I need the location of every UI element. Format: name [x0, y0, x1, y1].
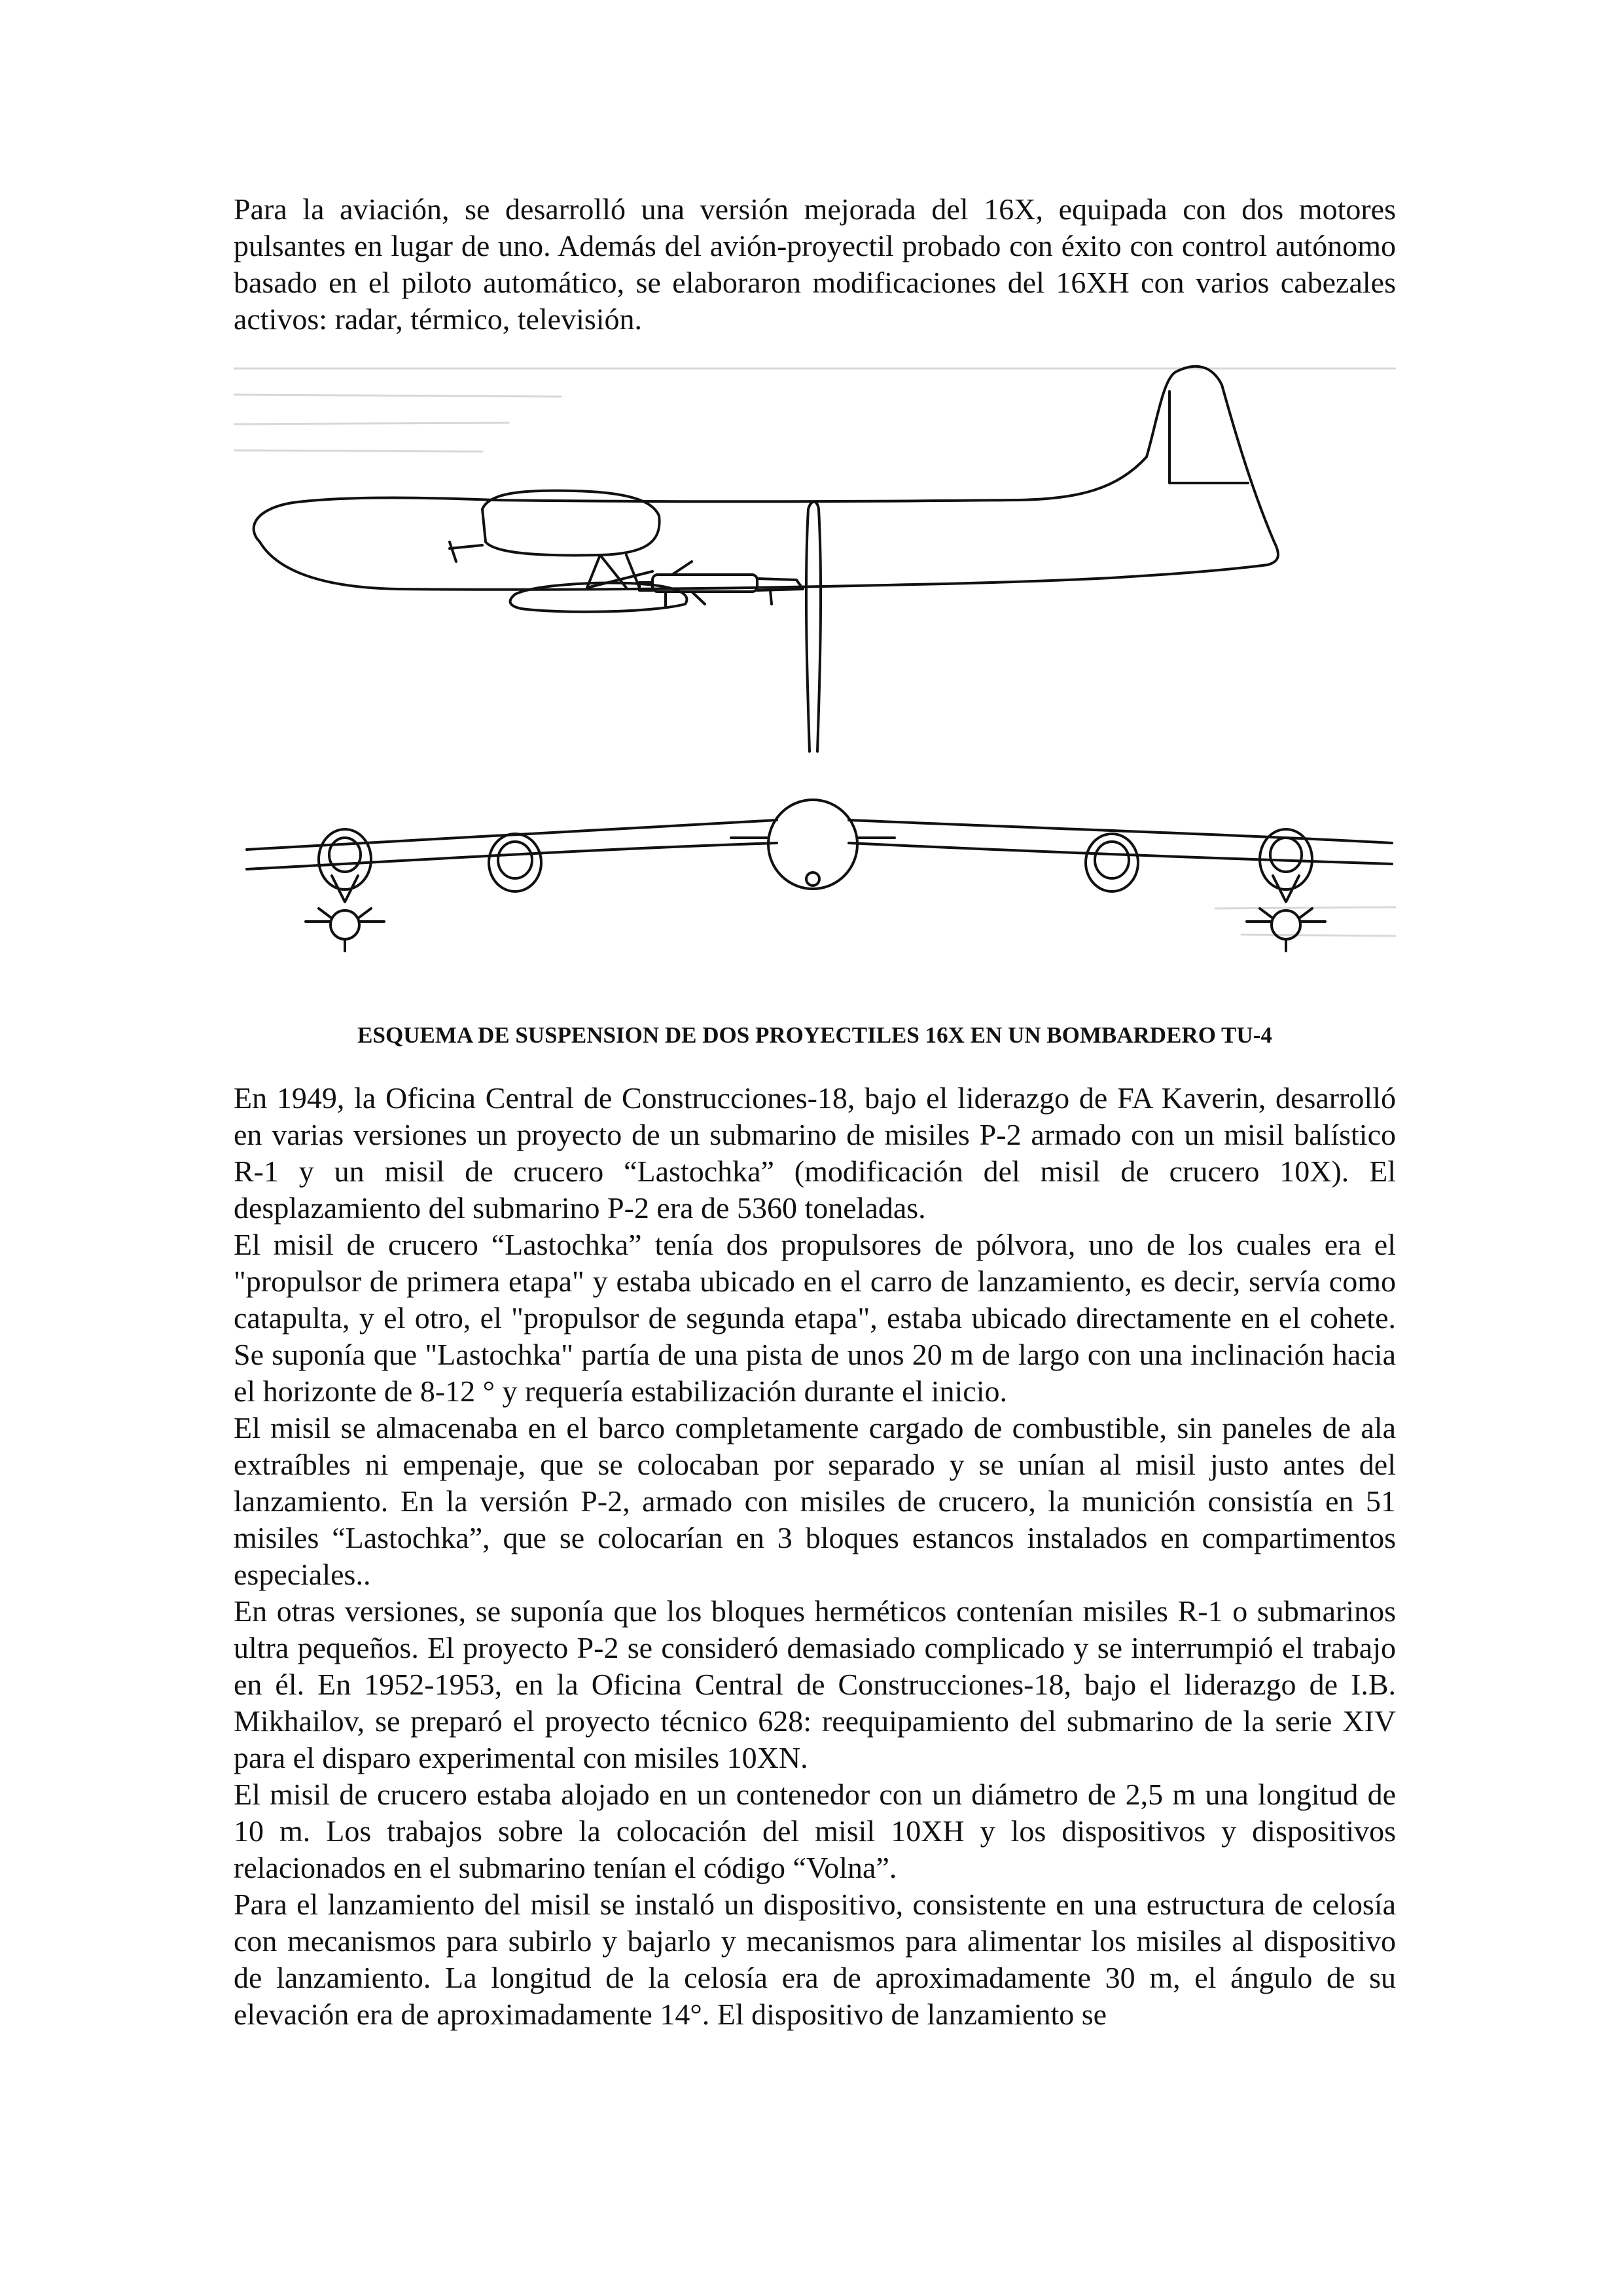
wing-section [510, 583, 687, 612]
scan-noise [234, 368, 1396, 936]
figure-caption: ESQUEMA DE SUSPENSION DE DOS PROYECTILES 16X EN UN BOMBARDERO TU-4 [357, 1022, 1272, 1048]
left-wing [247, 820, 777, 869]
fuselage-outline [254, 367, 1278, 590]
outer-engine-right-with-projectile [1247, 829, 1325, 951]
intro-paragraph: Para la aviación, se desarrolló una versión mejorada del 16X, equipada con dos motores pulsantes en lugar de uno. Además del avión-proyectil probado con éxito con control autónomo basado en el piloto automático, se elaboraron modificaciones del 16XH con varios cabezales activos: radar, térmico, televisión. [234, 192, 1396, 336]
paragraph: El misil se almacenaba en el barco completamente cargado de combustible, sin paneles de ala extraíbles ni empenaje, que se colocaban por separado y se unían al misil justo antes del lanzamiento. En la versión P-2, armado con misiles de crucero, la munición consistía en 51 misiles “Lastochka”, que se colocarían en 3 bloques estancos instalados en compartimentos especiales.. [234, 1411, 1396, 1591]
vertical-tail-fin [806, 502, 821, 751]
body-text [234, 1080, 1396, 2033]
outer-engine-left-with-projectile [306, 829, 384, 951]
paragraph: En otras versiones, se suponía que los bloques herméticos contenían misiles R-1 o submarinos ultra pequeños. El proyecto P-2 se consideró demasiado complicado y se interrumpió el trabajo en él. En 1952-1953, en la Oficina Central de Construcciones-18, bajo el liderazgo de I.B. Mikhailov, se preparó el proyecto técnico 628: reequipamiento del submarino de la serie XIV para el disparo experimental con misiles 10XN. [234, 1594, 1396, 1774]
bomber-side-view [254, 367, 1278, 612]
paragraph: Para el lanzamiento del misil se instaló un dispositivo, consistente en una estructura de celosía con mecanismos para subirlo y bajarlo y mecanismos para alimentar los misiles al dispositivo de lanzamiento. La longitud de la celosía era de aproximadamente 30 m, el ángulo de su elevación era de aproximadamente 14°. El dispositivo de lanzamiento se [234, 1888, 1396, 2031]
paragraph: El misil de crucero estaba alojado en un contenedor con un diámetro de 2,5 m una longitud de 10 m. Los trabajos sobre la colocación del misil 10XH y los dispositivos y dispositivos relacionados en el submarino tenían el código “Volna”. [234, 1778, 1396, 1884]
tu4-suspension-diagram [234, 346, 1396, 1000]
inner-engine-right [1086, 834, 1138, 891]
paragraph: El misil de crucero “Lastochka” tenía dos propulsores de pólvora, uno de los cuales era el "propulsor de primera etapa" y estaba ubicado en el carro de lanzamiento, es decir, servía como catapulta, y el otro, el "propulsor de segunda etapa", estaba ubicado directamente en el cohete. Se suponía que "Lastochka" partía de una pista de unos 20 m de largo con una inclinación hacia el horizonte de 8-12 ° y requería estabilización durante el inicio. [234, 1228, 1396, 1408]
projectile-16x-side [639, 562, 803, 604]
fuselage-front [768, 800, 857, 889]
right-wing [849, 820, 1392, 864]
inner-engine-left [489, 834, 541, 891]
paragraph: En 1949, la Oficina Central de Construcciones-18, bajo el liderazgo de FA Kaverin, desarrolló en varias versiones un proyecto de un submarino de misiles P-2 armado con un misil balístico R-1 y un misil de crucero “Lastochka” (modificación del misil de crucero 10X). El desplazamiento del submarino P-2 era de 5360 toneladas. [234, 1081, 1396, 1225]
